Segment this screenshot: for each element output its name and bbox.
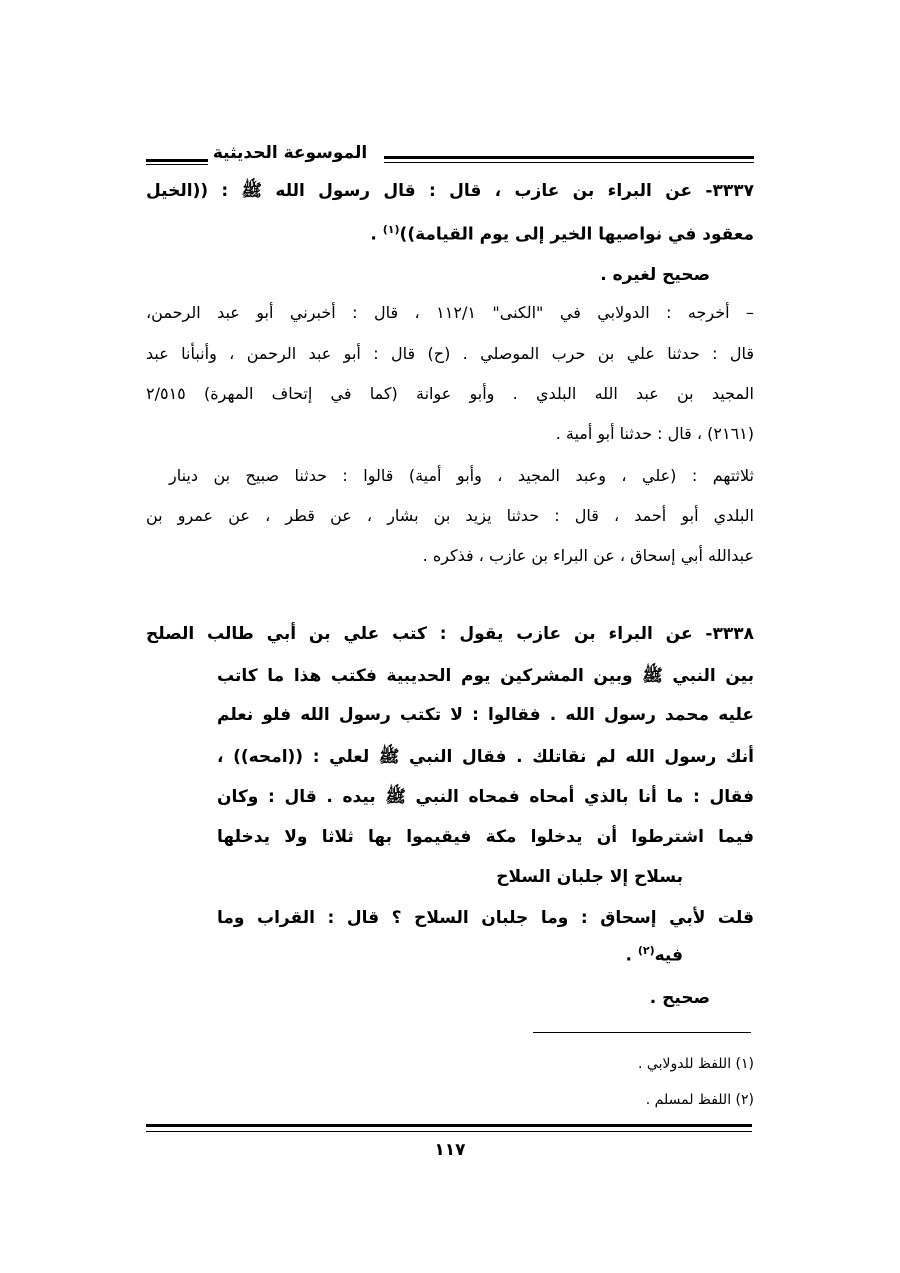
takhrij-line: البلدي أبو أحمد ، قال : حدثنا يزيد بن بشار ، عن قطر ، عن عمرو بن (146, 506, 754, 525)
bottom-rule-thin (146, 1131, 752, 1132)
header-rule-left (146, 159, 208, 162)
footnote-divider (533, 1032, 751, 1033)
takhrij-line: المجيد بن عبد الله البلدي . وأبو عوانة (كما في إتحاف المهرة) ٢/٥١٥ (146, 384, 754, 403)
takhrij-line: (٢١٦١) ، قال : حدثنا أبو أمية . (555, 424, 754, 443)
header-rule-right (384, 156, 754, 159)
page-number: ١١٧ (434, 1140, 466, 1160)
hadith-3338-line: فيما اشترطوا أن يدخلوا مكة فيقيموا بها ثلاثا ولا يدخلها (217, 827, 754, 847)
footnote-2: (٢) اللفظ لمسلم . (645, 1092, 754, 1108)
hadith-3338-last-line (625, 944, 683, 966)
hadith-3338-end: . (625, 945, 638, 966)
takhrij-line: ثلاثتهم : (علي ، وعبد المجيد ، وأبو أمية) قالوا : حدثنا صبيح بن دينار (169, 466, 754, 485)
footnote-1: (١) اللفظ للدولابي . (638, 1056, 754, 1072)
hadith-3338-line: فقال : ما أنا بالذي أمحاه فمحاه النبي ﷺ بيده . قال : وكان (217, 787, 754, 807)
hadith-3338-grade: صحيح . (649, 988, 710, 1008)
hadith-3338-line: عليه محمد رسول الله . فقالوا : لا تكتب رسول الله فلو نعلم (217, 705, 754, 725)
takhrij-line: عبدالله أبي إسحاق ، عن البراء بن عازب ، فذكره . (422, 546, 754, 565)
header-rule-left-thin (146, 164, 208, 165)
footnote-ref-2[interactable]: (٢) (637, 944, 655, 957)
header-rule-right-thin (384, 162, 754, 163)
takhrij-line: قال : حدثنا علي بن حرب الموصلي . (ح) قال : أبو عبد الرحمن ، وأنبأنا عبد (146, 344, 754, 363)
hadith-3338-line: بين النبي ﷺ وبين المشركين يوم الحديبية فكتب هذا ما كاتب (217, 666, 754, 686)
hadith-3338-line: قلت لأبي إسحاق : وما جلبان السلاح ؟ قال : القراب وما (217, 908, 754, 928)
hadith-3337-text: معقود في نواصيها الخير إلى يوم القيامة)) (399, 224, 754, 245)
hadith-3337-line-2 (370, 223, 754, 245)
hadith-3338-text: فيه (654, 945, 683, 966)
header-title: الموسوعة الحديثية (212, 143, 368, 163)
hadith-3337-end: . (370, 224, 383, 245)
bottom-rule-thick (146, 1124, 752, 1127)
hadith-3338-line: بسلاح إلا جلبان السلاح (496, 867, 683, 887)
hadith-3338-line: أنك رسول الله لم نقاتلك . فقال النبي ﷺ لعلي : ((امحه)) ، (217, 747, 754, 767)
hadith-3337-grade: صحيح لغيره . (600, 265, 710, 285)
hadith-3338-line: ٣٣٣٨- عن البراء بن عازب يقول : كتب علي بن أبي طالب الصلح (146, 624, 754, 644)
footnote-ref-1[interactable]: (١) (382, 223, 400, 236)
hadith-3337-line-1: ٣٣٣٧- عن البراء بن عازب ، قال : قال رسول الله ﷺ : ((الخيل (146, 181, 754, 201)
takhrij-line: – أخرجه : الدولابي في "الكنى" ١١٢/١ ، قال : أخبرني أبو عبد الرحمن، (146, 303, 755, 322)
